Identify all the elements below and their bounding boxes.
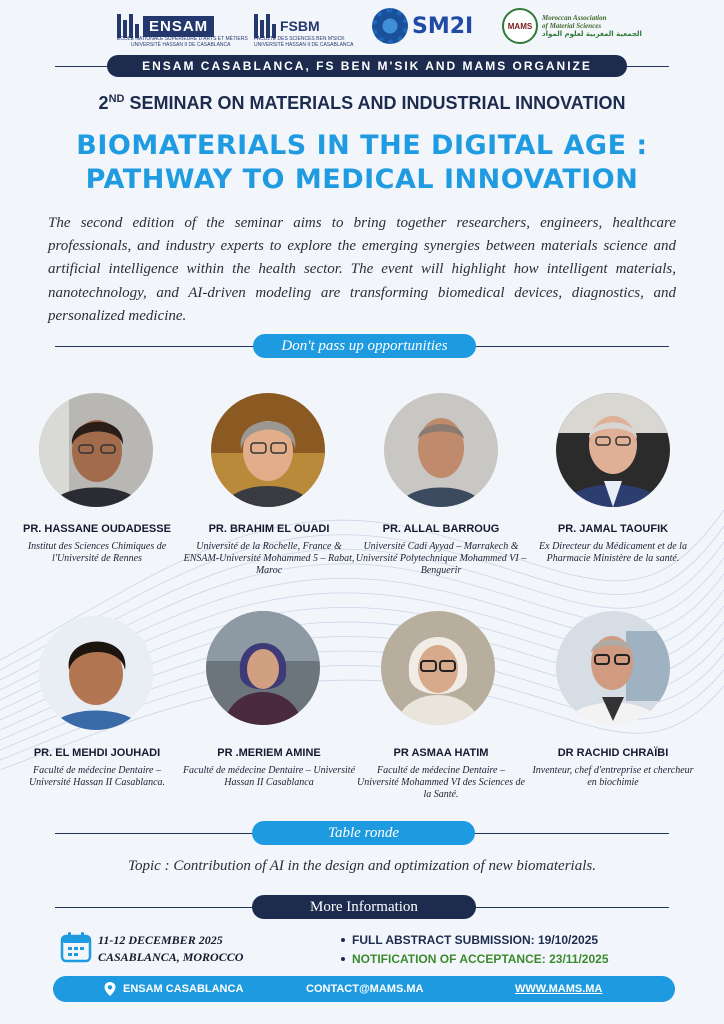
speaker-name: PR. HASSANE OUDADESSE: [23, 523, 171, 535]
intro-paragraph: The second edition of the seminar aims to bring together researchers, engineers, healthcare professionals, and industry experts to explore the emerging synergies between materials science and artificial intelligence within the health sector. The event will highlight how intelligent materials, nanotechnology, and AI-driven modeling are transforming biomedical devices, diagnostics, and personalized medicine.: [48, 215, 676, 324]
speaker-name: PR. BRAHIM EL OUADI: [208, 523, 330, 535]
footer-email-link[interactable]: CONTACT@MAMS.MA: [306, 983, 424, 995]
mams-emblem-text: MAMS: [507, 21, 533, 31]
speaker-affiliation: Université de la Rochelle, France & ENSAM-Université Mohammed 5 – Rabat, Maroc: [183, 541, 355, 576]
roundtable-topic: Topic : Contribution of AI in the design and optimization of new biomaterials.: [128, 858, 596, 874]
speaker-photo: [556, 393, 670, 507]
speaker-name: PR. JAMAL TAOUFIK: [557, 523, 669, 535]
ensam-logo-subtitle-1: ÉCOLE NATIONALE SUPÉRIEURE D'ARTS ET MÉTIERS: [117, 36, 248, 42]
fsbm-logo-subtitle-1: FACULTÉ DES SCIENCES BEN M'SICK: [254, 36, 345, 42]
speaker-name: PR. ALLAL BARROUG: [382, 523, 500, 535]
speaker-name: PR ASMAA HATIM: [393, 747, 489, 759]
speaker-affiliation: Faculté de médecine Dentaire – Université Hassan II Casablanca.: [28, 765, 166, 788]
organizers-banner: ENSAM CASABLANCA, FS BEN M'SIK AND MAMS ORGANIZE: [107, 55, 627, 77]
speaker-name: PR .MERIEM AMINE: [217, 747, 321, 759]
ensam-logo-subtitle-2: UNIVERSITÉ HASSAN II DE CASABLANCA: [131, 42, 231, 48]
mams-logo: [502, 6, 642, 46]
portrait-icon: [381, 611, 495, 725]
mams-name-line-1: Moroccan Association: [542, 14, 607, 22]
headline-line-1: BIOMATERIALS IN THE DIGITAL AGE :: [76, 130, 648, 161]
gear-icon: [372, 8, 408, 44]
calendar-icon: [60, 931, 92, 963]
event-dates: 11-12 DECEMBER 2025: [98, 933, 223, 947]
portrait-icon: [384, 393, 498, 507]
location-pin-icon: [103, 981, 117, 997]
speaker-affiliation: Université Cadi Ayyad – Marrakech & Université Polytechnique Mohammed VI – Benguerir: [355, 541, 527, 576]
seminar-ordinal-suffix: ND: [108, 93, 125, 105]
hassan-ii-mark-icon: [117, 14, 139, 38]
portrait-icon: [39, 393, 153, 507]
speaker-photo: [39, 393, 153, 507]
sm2i-logo-name: SM2I: [412, 13, 474, 39]
fsbm-logo-subtitle-2: UNIVERSITÉ HASSAN II DE CASABLANCA: [254, 42, 354, 48]
footer-bar: [53, 976, 675, 1002]
speaker-name: DR RACHID CHRAÏBI: [557, 747, 669, 759]
fsbm-logo-name: FSBM: [280, 18, 320, 34]
section-more-information: More Information: [252, 895, 476, 919]
speaker-affiliation: Inventeur, chef d'entreprise et chercheur en biochimie: [532, 765, 694, 788]
portrait-icon: [39, 616, 153, 730]
speaker-affiliation: Ex Directeur du Médicament et de la Pharmacie Ministère de la santé.: [539, 541, 687, 564]
footer-venue: ENSAM CASABLANCA: [123, 983, 244, 995]
seminar-title-text: SEMINAR ON MATERIALS AND INDUSTRIAL INNOVATION: [124, 93, 626, 113]
speaker-affiliation: Institut des Sciences Chimiques de l'Université de Rennes: [27, 541, 167, 564]
headline-line-2: PATHWAY TO MEDICAL INNOVATION: [85, 164, 639, 195]
speaker-affiliation: Faculté de médecine Dentaire – Université Mohammed VI des Sciences de la Santé.: [357, 765, 525, 800]
section-opportunities: Don't pass up opportunities: [253, 334, 476, 358]
speaker-photo: [206, 611, 320, 725]
seminar-title: [0, 93, 724, 114]
mams-emblem-icon: [502, 8, 538, 44]
portrait-icon: [211, 393, 325, 507]
fsbm-logo: [254, 6, 354, 48]
speaker-photo: [556, 611, 670, 725]
sm2i-logo: [372, 6, 473, 46]
speaker-photo: [384, 393, 498, 507]
ensam-logo: [117, 6, 248, 48]
speaker-photo: [211, 393, 325, 507]
seminar-ordinal: 2: [98, 93, 109, 113]
speaker-photo: [39, 616, 153, 730]
notification-deadline: NOTIFICATION OF ACCEPTANCE: 23/11/2025: [352, 952, 609, 966]
speaker-name: PR. EL MEHDI JOUHADI: [33, 747, 161, 759]
event-location: CASABLANCA, MOROCCO: [98, 950, 244, 964]
ensam-logo-name: ENSAM: [143, 16, 214, 37]
portrait-icon: [206, 611, 320, 725]
portrait-icon: [556, 393, 670, 507]
section-table-ronde: Table ronde: [252, 821, 475, 845]
speaker-affiliation: Faculté de médecine Dentaire – Université Hassan II Casablanca: [182, 765, 356, 788]
footer-website-link[interactable]: WWW.MAMS.MA: [515, 983, 603, 995]
portrait-icon: [556, 611, 670, 725]
mams-name-line-2: of Material Sciences: [542, 22, 602, 30]
hassan-ii-mark-icon: [254, 14, 276, 38]
abstract-deadline: FULL ABSTRACT SUBMISSION: 19/10/2025: [352, 933, 599, 947]
mams-name-arabic: الجمعية المغربية لعلوم المواد: [542, 30, 642, 38]
logo-row: [0, 6, 724, 46]
speaker-photo: [381, 611, 495, 725]
